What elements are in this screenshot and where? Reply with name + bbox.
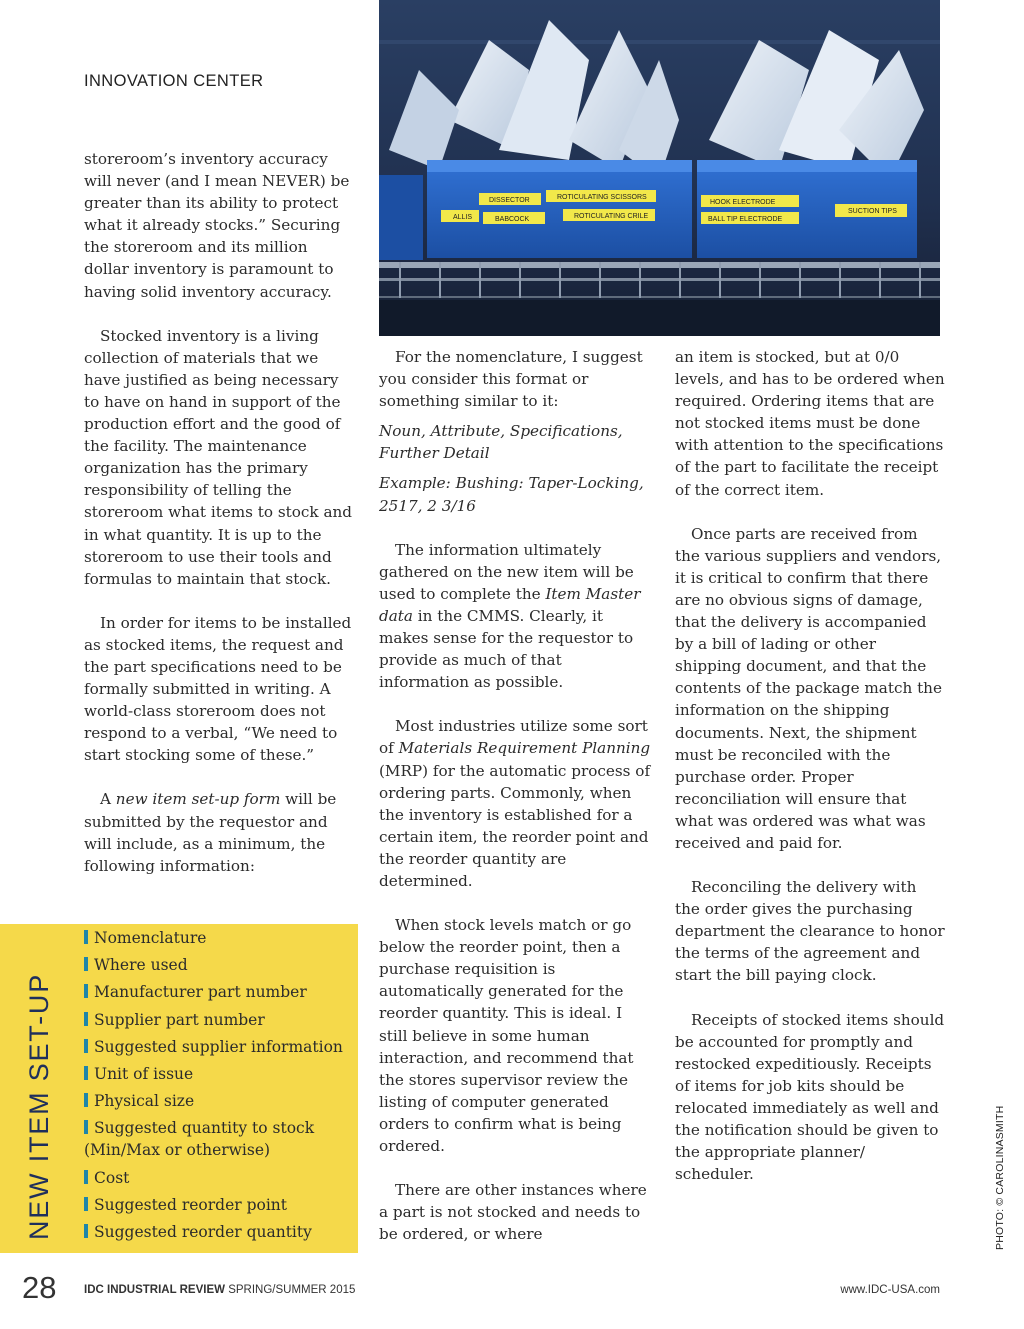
bullet-icon [84, 1197, 88, 1211]
paragraph: Once parts are received from the various suppliers and vendors, it is critical to confirm that there are no obvious signs of damage, that the delivery is accompanied by a bill of lading or other shipping document, and that the contents of the package match the information on the shipping documents. Next, the shipment must be reconciled with the purchase order. Proper reconciliation will ensure that what was ordered was what was received and paid for. [675, 524, 942, 852]
sidebar-title: NEW ITEM SET-UP [24, 972, 54, 1240]
website-url[interactable]: www.IDC-USA.com [840, 1284, 940, 1296]
publication-footer [84, 1284, 355, 1296]
list-item: Supplier part number [84, 1009, 356, 1031]
bullet-icon [84, 1066, 88, 1080]
bullet-icon [84, 1224, 88, 1238]
bullet-icon [84, 1120, 88, 1134]
bin-label: DISSECTOR [489, 197, 530, 204]
format-line: Noun, Attribute, Specifications, Further Detail [379, 422, 623, 463]
issue-date: SPRING/SUMMER 2015 [228, 1284, 356, 1296]
bullet-icon [84, 1093, 88, 1107]
paragraph: A new item set-up form will be submitted by the requestor and will include, as a minimum, the following information: [84, 790, 337, 875]
bullet-icon [84, 930, 88, 944]
bin-label: BABCOCK [495, 216, 530, 223]
publication-name: IDC INDUSTRIAL REVIEW [84, 1284, 225, 1296]
bin-label: ROTICULATING SCISSORS [557, 194, 647, 201]
article-column-1 [84, 148, 356, 899]
list-item: Cost [84, 1167, 356, 1189]
bullet-icon [84, 1012, 88, 1026]
list-item: Physical size [84, 1090, 356, 1112]
paragraph: In order for items to be installed as stocked items, the request and the part specifications need to be formally submitted in writing. A world-class storeroom does not respond to a verbal, “We need to start stocking some of these.” [84, 613, 352, 765]
paragraph: When stock levels match or go below the reorder point, then a purchase requisition is automatically generated for the reorder quantity. This is ideal. I still believe in some human interaction, and recommend that the stores supervisor review the listing of computer generated orders to confirm what is being ordered. [379, 916, 634, 1155]
new-item-setup-list [84, 927, 356, 1248]
paragraph: For the nomenclature, I suggest you consider this format or something similar to it: [379, 348, 643, 411]
bin-label: ALLIS [453, 214, 473, 221]
bullet-icon [84, 1039, 88, 1053]
bin-label: ROTICULATING CRILE [574, 213, 649, 220]
article-column-3 [675, 346, 945, 1207]
paragraph: Stocked inventory is a living collection of materials that we have justified as being necessary to have on hand in support of the production effort and the good of the facility. The maintenance organization has the primary responsibility of telling the storeroom what items to stock and in what quantity. It is up to the storeroom to use their tools and formulas to maintain that stock. [84, 326, 353, 588]
paragraph: The information ultimately gathered on the new item will be used to complete the Item Master data in the CMMS. Clearly, it makes sense for the requestor to provide as much of that information as possible. [379, 540, 641, 692]
section-label: INNOVATION CENTER [84, 72, 264, 90]
paragraph: Most industries utilize some sort of Materials Requirement Planning (MRP) for the automatic process of ordering parts. Commonly, when the inventory is established for a certain item, the reorder point and the reorder quantity are determined. [379, 717, 651, 890]
bullet-icon [84, 1170, 88, 1184]
list-item: Nomenclature [84, 927, 356, 949]
list-item: Manufacturer part number [84, 981, 356, 1003]
paragraph: Reconciling the delivery with the order gives the purchasing department the clearance to honor the terms of the agreement and start the bill paying clock. [675, 878, 945, 985]
bin-label: BALL TIP ELECTRODE [708, 216, 783, 223]
page-number: 28 [22, 1270, 57, 1305]
paragraph: Receipts of stocked items should be accounted for promptly and restocked expeditiously. Receipts of items for job kits should be relocated immediately as well and the notification should be given to the appropriate planner/ scheduler. [675, 1010, 945, 1184]
bullet-icon [84, 984, 88, 998]
list-item: Unit of issue [84, 1063, 356, 1085]
list-item: Where used [84, 954, 356, 976]
paragraph: There are other instances where a part is not stocked and needs to be ordered, or where [379, 1181, 647, 1244]
example-line: Example: Bushing: Taper-Locking, 2517, 2 3/16 [379, 474, 644, 515]
list-item: Suggested reorder quantity [84, 1221, 356, 1243]
bullet-icon [84, 957, 88, 971]
list-item: Suggested quantity to stock (Min/Max or otherwise) [84, 1119, 315, 1160]
photo-credit: PHOTO: © CAROLINASMITH [994, 1105, 1006, 1250]
paragraph: storeroom’s inventory accuracy will never (and I mean NEVER) be greater than its ability to protect what it already stocks.” Securing the storeroom and its million dollar inventory is paramount to having solid inventory accuracy. [84, 150, 350, 301]
storeroom-bins-photo [379, 0, 940, 336]
article-column-2 [379, 346, 651, 1267]
bin-label: SUCTION TIPS [848, 208, 897, 215]
list-item: Suggested reorder point [84, 1194, 356, 1216]
bin-label: HOOK ELECTRODE [710, 199, 776, 206]
paragraph: an item is stocked, but at 0/0 levels, and has to be ordered when required. Ordering items that are not stocked items must be done with attention to the specifications of the part to facilitate the receipt of the correct item. [675, 348, 945, 499]
list-item: Suggested supplier information [84, 1036, 356, 1058]
